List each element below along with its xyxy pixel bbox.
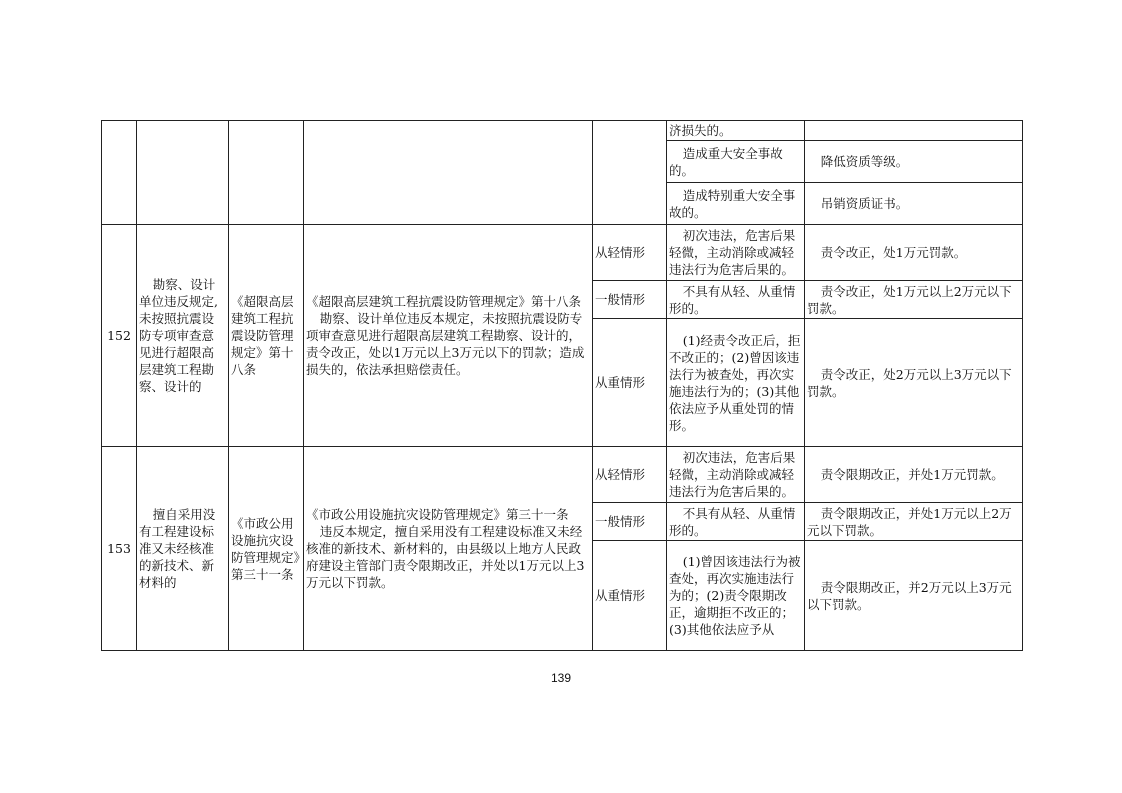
provision-body: 违反本规定，擅自采用没有工程建设标准又未经核准的新技术、新材料的，由县级以上地方人民政府建设主管部门责令限期改正，并处以1万元以上3万元以下罚款。	[306, 524, 585, 590]
circumstance-cell: 不具有从轻、从重情形的。	[667, 281, 805, 319]
circumstance-cell: 不具有从轻、从重情形的。	[667, 503, 805, 541]
item-number: 153	[102, 447, 137, 651]
behavior-cell: 勘察、设计单位违反规定,未按照抗震设防专项审查意见进行超限高层建筑工程勘察、设计的	[137, 225, 229, 447]
basis-cell: 《市政公用设施抗灾设防管理规定》第三十一条	[229, 447, 304, 651]
table-row	[102, 121, 1023, 141]
basis-cell	[229, 121, 304, 225]
no-cell	[102, 121, 137, 225]
provision-body: 勘察、设计单位违反本规定，未按照抗震设防专项审查意见进行超限高层建筑工程勘察、设计的，责令改正，处以1万元以上3万元以下的罚款；造成损失的，依法承担赔偿责任。	[306, 311, 585, 377]
level-cell: 从轻情形	[593, 225, 667, 281]
behavior-cell	[137, 121, 229, 225]
circumstance-cell: 济损失的。	[667, 121, 805, 141]
penalty-cell: 责令改正，处1万元罚款。	[805, 225, 1023, 281]
penalty-cell: 吊销资质证书。	[805, 183, 1023, 225]
table-row	[102, 447, 1023, 503]
page-number: 139	[550, 671, 572, 685]
penalty-cell: 降低资质等级。	[805, 141, 1023, 183]
provision-cell	[304, 447, 593, 651]
level-cell: 一般情形	[593, 281, 667, 319]
provision-title: 《超限高层建筑工程抗震设防管理规定》第十八条	[306, 294, 582, 309]
provision-title: 《市政公用设施抗灾设防管理规定》第三十一条	[306, 507, 569, 522]
level-cell: 从重情形	[593, 319, 667, 447]
circumstance-cell: (1)曾因该违法行为被查处，再次实施违法行为的；(2)责令限期改正，逾期拒不改正的；(3)其他依法应予从	[667, 541, 805, 651]
level-cell: 一般情形	[593, 503, 667, 541]
penalty-cell: 责令限期改正，并2万元以上3万元以下罚款。	[805, 541, 1023, 651]
table-row	[102, 225, 1023, 281]
circumstance-cell: (1)经责令改正后，拒不改正的；(2)曾因该违法行为被查处，再次实施违法行为的；(3)其他依法应予从重处罚的情形。	[667, 319, 805, 447]
circumstance-cell: 造成重大安全事故的。	[667, 141, 805, 183]
penalty-cell: 责令限期改正，并处1万元以上2万元以下罚款。	[805, 503, 1023, 541]
behavior-cell: 擅自采用没有工程建设标准又未经核准的新技术、新材料的	[137, 447, 229, 651]
provision-cell	[304, 121, 593, 225]
circumstance-cell: 初次违法，危害后果轻微，主动消除或减轻违法行为危害后果的。	[667, 447, 805, 503]
penalty-discretion-table	[101, 120, 1023, 651]
penalty-cell: 责令改正，处1万元以上2万元以下罚款。	[805, 281, 1023, 319]
circumstance-cell: 造成特别重大安全事故的。	[667, 183, 805, 225]
circumstance-cell: 初次违法，危害后果轻微，主动消除或减轻违法行为危害后果的。	[667, 225, 805, 281]
level-cell: 从重情形	[593, 541, 667, 651]
level-cell: 从轻情形	[593, 447, 667, 503]
provision-cell	[304, 225, 593, 447]
penalty-cell: 责令限期改正，并处1万元罚款。	[805, 447, 1023, 503]
penalty-cell: 责令改正，处2万元以上3万元以下罚款。	[805, 319, 1023, 447]
basis-cell: 《超限高层建筑工程抗震设防管理规定》第十八条	[229, 225, 304, 447]
penalty-cell	[805, 121, 1023, 141]
level-cell	[593, 121, 667, 225]
item-number: 152	[102, 225, 137, 447]
